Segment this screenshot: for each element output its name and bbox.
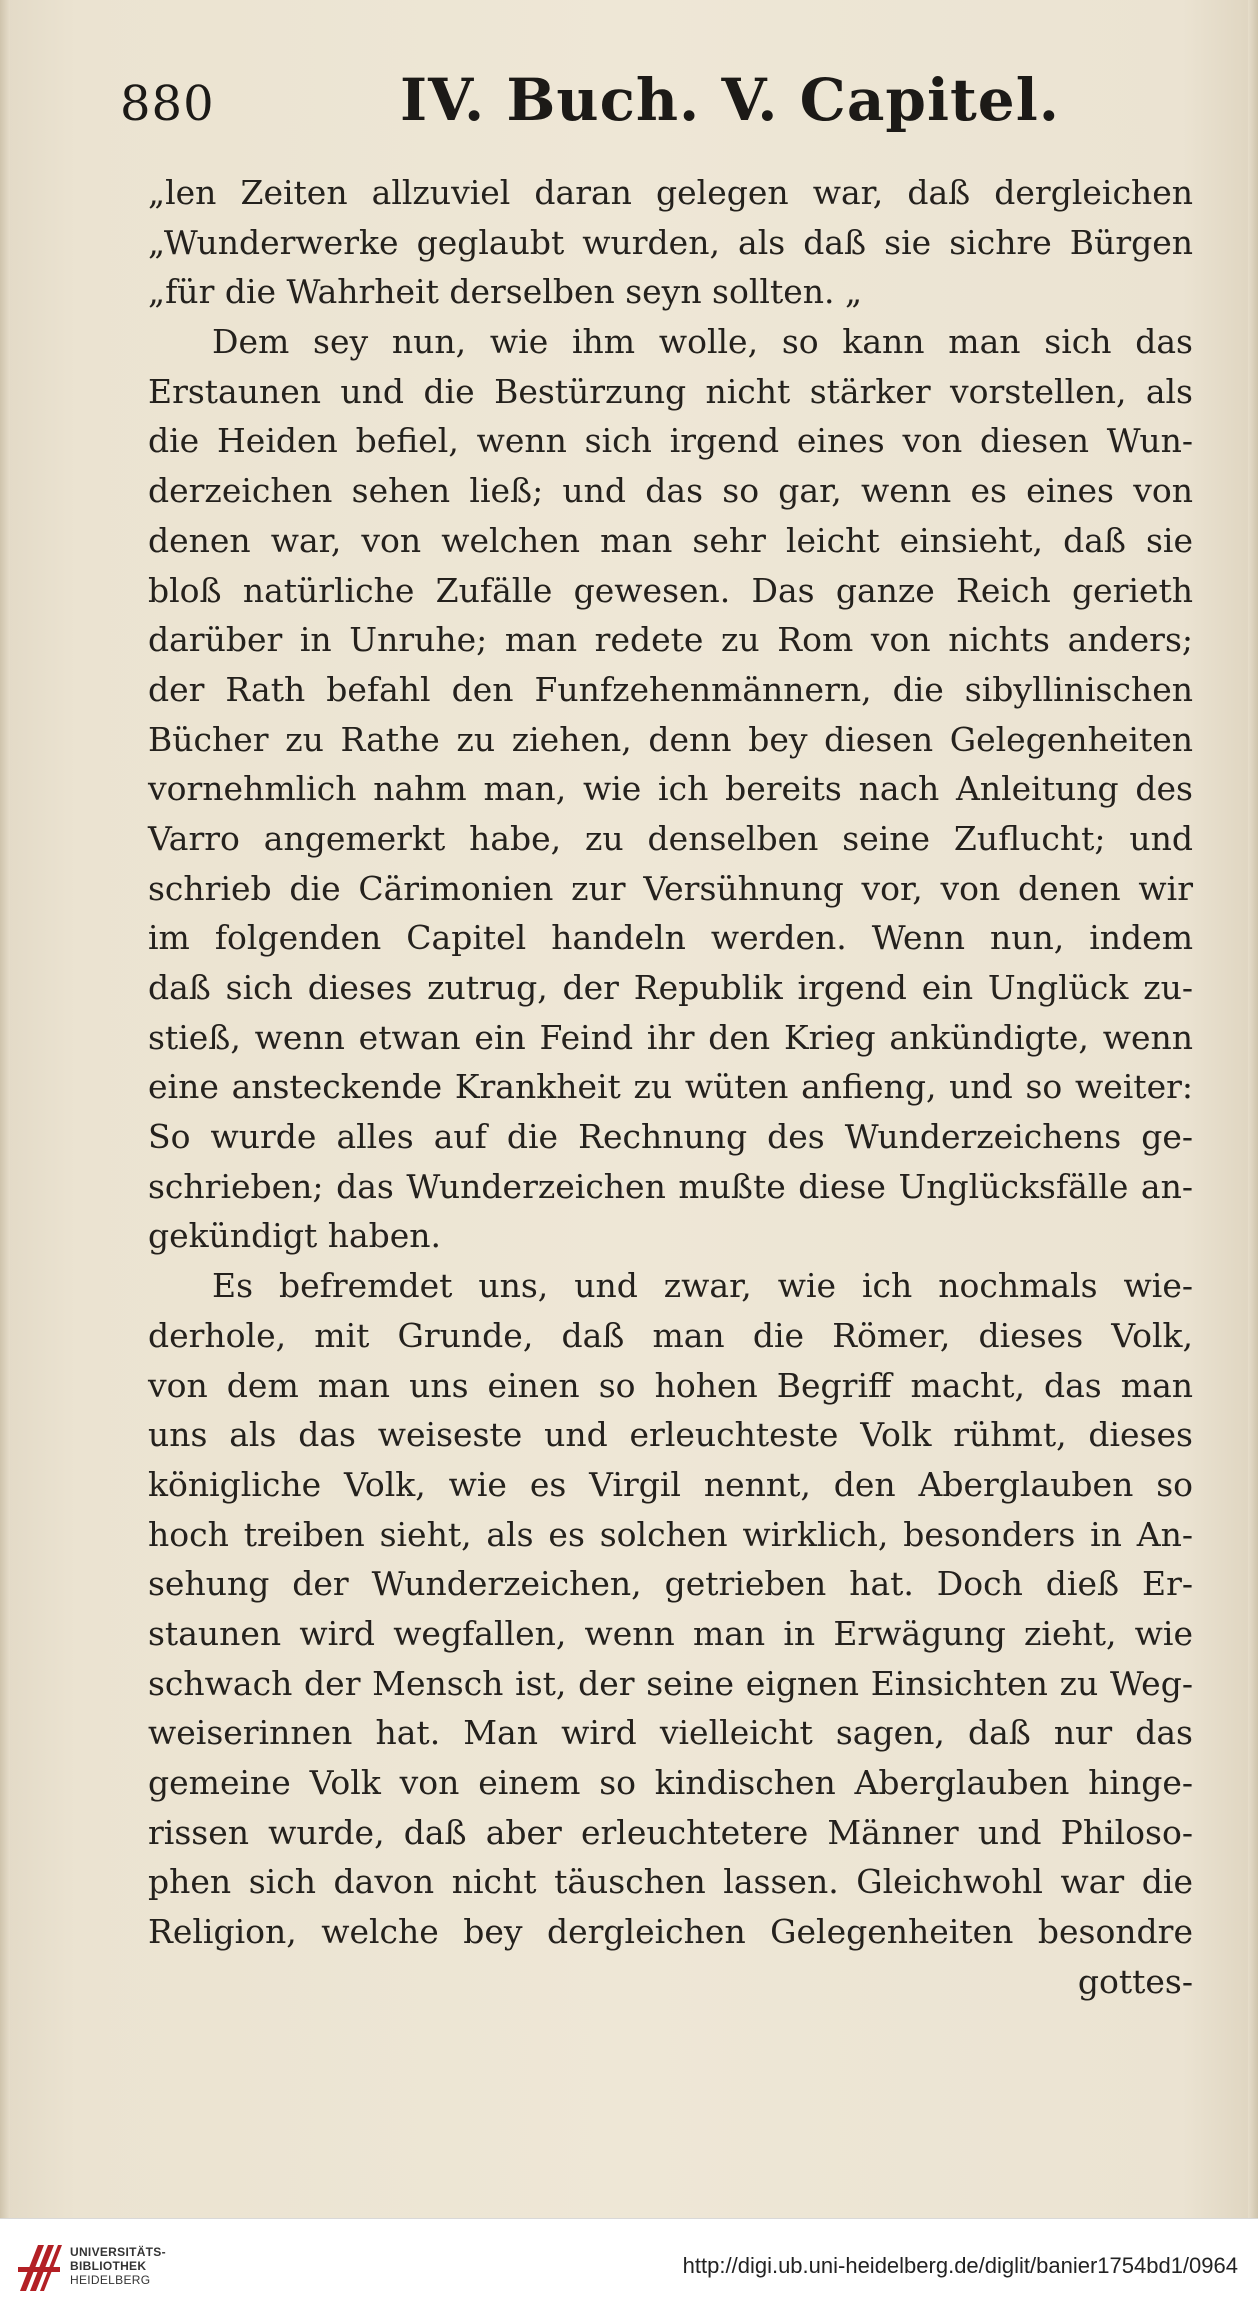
chapter-title: IV. Buch. V. Capitel. bbox=[400, 66, 1060, 134]
running-head bbox=[120, 62, 1200, 142]
text-line: phen sich davon nicht täuschen lassen. Gleichwohl war die bbox=[148, 1862, 1193, 1902]
text-line: daß sich dieses zutrug, der Republik irgend ein Unglück zu- bbox=[148, 968, 1193, 1007]
text-line: uns als das weiseste und erleuchteste Volk rühmt, dieses bbox=[148, 1415, 1193, 1455]
text-line: „Wunderwerke geglaubt wurden, als daß sie sichre Bürgen bbox=[148, 222, 1193, 262]
library-name-line: BIBLIOTHEK bbox=[70, 2259, 147, 2273]
university-logo-icon bbox=[14, 2237, 64, 2297]
text-line: staunen wird wegfallen, wenn man in Erwägung zieht, wie bbox=[148, 1613, 1193, 1653]
source-url-link[interactable]: http://digi.ub.uni-heidelberg.de/diglit/banier1754bd1/0964 bbox=[682, 2253, 1238, 2278]
text-line: Erstaunen und die Bestürzung nicht stärker vorstellen, als bbox=[148, 371, 1193, 411]
text-line: bloß natürliche Zufälle gewesen. Das ganze Reich gerieth bbox=[148, 570, 1193, 610]
catchword: gottes- bbox=[1077, 1961, 1193, 2001]
text-line: „für die Wahrheit derselben seyn sollten. „ bbox=[148, 272, 863, 312]
text-line: hoch treiben sieht, als es solchen wirklich, besonders in An- bbox=[148, 1514, 1193, 1554]
library-name-line: UNIVERSITÄTS- bbox=[70, 2245, 166, 2259]
text-line: darüber in Unruhe; man redete zu Rom von nichts anders; bbox=[148, 620, 1193, 660]
text-line: eine ansteckende Krankheit zu wüten anfieng, und so weiter: bbox=[148, 1067, 1193, 1107]
text-line: schrieben; das Wunderzeichen mußte diese Unglücksfälle an- bbox=[148, 1166, 1193, 1206]
text-line: Dem sey nun, wie ihm wolle, so kann man sich das bbox=[212, 322, 1193, 362]
text-line: sehung der Wunderzeichen, getrieben hat. Doch dieß Er- bbox=[148, 1564, 1193, 1604]
text-line: So wurde alles auf die Rechnung des Wunderzeichens ge- bbox=[148, 1117, 1193, 1157]
text-line: die Heiden befiel, wenn sich irgend eines von diesen Wun- bbox=[148, 421, 1193, 461]
text-line: gekündigt haben. bbox=[148, 1216, 442, 1256]
text-line: vornehmlich nahm man, wie ich bereits nach Anleitung des bbox=[148, 769, 1193, 809]
text-line: schwach der Mensch ist, der seine eignen Einsichten zu Weg- bbox=[148, 1663, 1193, 1703]
text-line: derhole, mit Grunde, daß man die Römer, dieses Volk, bbox=[148, 1315, 1193, 1355]
text-line: im folgenden Capitel handeln werden. Wenn nun, indem bbox=[148, 918, 1193, 958]
library-name-line: HEIDELBERG bbox=[70, 2273, 151, 2287]
text-line: gemeine Volk von einem so kindischen Aberglauben hinge- bbox=[148, 1763, 1193, 1802]
text-line: von dem man uns einen so hohen Begriff macht, das man bbox=[148, 1365, 1193, 1405]
text-line: rissen wurde, daß aber erleuchtetere Männer und Philoso- bbox=[148, 1812, 1193, 1852]
page-number: 880 bbox=[120, 76, 215, 132]
text-line: denen war, von welchen man sehr leicht einsieht, daß sie bbox=[148, 520, 1193, 560]
page-edge-left bbox=[0, 0, 10, 2218]
text-line: schrieb die Cärimonien zur Versühnung vor, von denen wir bbox=[148, 868, 1193, 908]
text-line: derzeichen sehen ließ; und das so gar, wenn es eines von bbox=[148, 471, 1193, 511]
text-line: Es befremdet uns, und zwar, wie ich nochmals wie- bbox=[212, 1266, 1193, 1306]
body-text bbox=[148, 168, 1193, 2006]
viewer-footer bbox=[0, 2218, 1258, 2314]
text-line: stieß, wenn etwan ein Feind ihr den Krieg ankündigte, wenn bbox=[148, 1017, 1193, 1057]
text-line: Religion, welche bey dergleichen Gelegenheiten besondre bbox=[148, 1912, 1193, 1952]
page-edge-right bbox=[1248, 0, 1258, 2218]
text-line: königliche Volk, wie es Virgil nennt, den Aberglauben so bbox=[148, 1464, 1193, 1504]
text-line: „len Zeiten allzuviel daran gelegen war, daß dergleichen bbox=[148, 173, 1193, 212]
text-line: Varro angemerkt habe, zu denselben seine Zuflucht; und bbox=[148, 818, 1193, 858]
text-line: Bücher zu Rathe zu ziehen, denn bey diesen Gelegenheiten bbox=[148, 719, 1193, 759]
text-line: weiserinnen hat. Man wird vielleicht sagen, daß nur das bbox=[148, 1713, 1193, 1753]
library-name bbox=[70, 2245, 166, 2287]
text-line: der Rath befahl den Funfzehenmännern, die sibyllinischen bbox=[148, 669, 1193, 709]
